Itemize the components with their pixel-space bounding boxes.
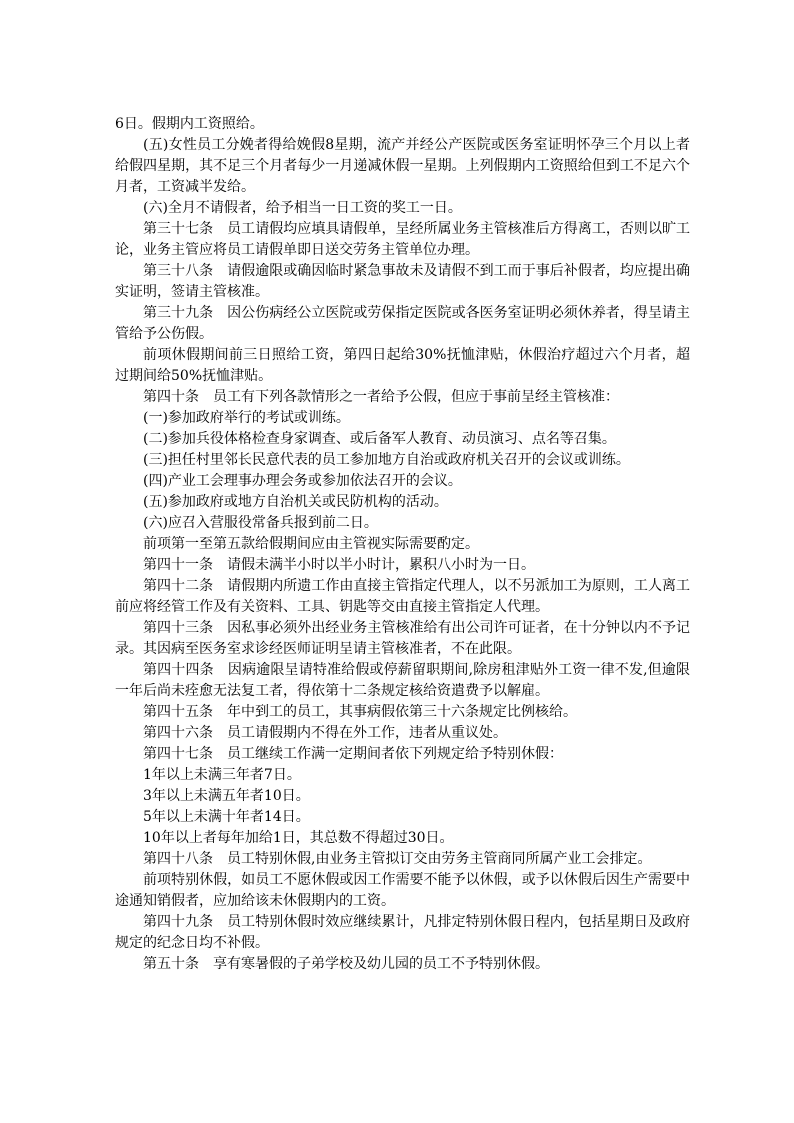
paragraph: (六)全月不请假者，给予相当一日工资的奖工一日。 — [143, 200, 462, 216]
list-item: 10年以上者每年加给1日，其总数不得超过30日。 — [143, 830, 454, 846]
article-38: 第三十八条 请假逾限或确因临时紧急事故未及请假不到工而于事后补假者，均应提出确实证明，签请主管核准。 — [115, 263, 690, 300]
article-49: 第四十九条 员工特别休假时效应继续累计，凡排定特别休假日程内，包括星期日及政府规定的纪念日均不补假。 — [115, 914, 690, 951]
paragraph: 前项休假期间前三日照给工资，第四日起给30%抚恤津贴，休假治疗超过六个月者，超过期间给50%抚恤津贴。 — [115, 347, 690, 384]
paragraph: 6日。假期内工资照给。 — [115, 116, 264, 132]
document-body — [115, 114, 690, 975]
article-43: 第四十三条 因私事必须外出经业务主管核准给有出公司许可证者，在十分钟以内不予记录。其因病至医务室求诊经医师证明呈请主管核准者，不在此限。 — [115, 620, 690, 657]
paragraph: 前项特别休假，如员工不愿休假或因工作需要不能予以休假，或予以休假后因生产需要中途通知销假者，应加给该未休假期内的工资。 — [115, 872, 690, 909]
article-46: 第四十六条 员工请假期内不得在外工作，违者从重议处。 — [143, 725, 507, 741]
article-37: 第三十七条 员工请假均应填具请假单，呈经所属业务主管核准后方得离工，否则以旷工论，业务主管应将员工请假单即日送交劳务主管单位办理。 — [115, 221, 690, 258]
article-39: 第三十九条 因公伤病经公立医院或劳保指定医院或各医务室证明必须休养者，得呈请主管给予公伤假。 — [115, 305, 690, 342]
article-41: 第四十一条 请假未满半小时以半小时计，累积八小时为一日。 — [143, 557, 535, 573]
list-item: (四)产业工会理事办理会务或参加依法召开的会议。 — [143, 473, 462, 489]
list-item: 3年以上未满五年者10日。 — [143, 788, 310, 804]
paragraph: (五)女性员工分娩者得给娩假8星期，流产并经公产医院或医务室证明怀孕三个月以上者给假四星期，其不足三个月者每少一月递减休假一星期。上列假期内工资照给但到工不足六个月者，工资减半发给。 — [115, 137, 690, 195]
article-48: 第四十八条 员工特别休假,由业务主管拟订交由劳务主管商同所属产业工会排定。 — [143, 851, 652, 867]
list-item: 1年以上未满三年者7日。 — [143, 767, 301, 783]
paragraph: 前项第一至第五款给假期间应由主管视实际需要酌定。 — [143, 536, 479, 552]
article-50: 第五十条 享有寒暑假的子弟学校及幼儿园的员工不予特别休假。 — [143, 956, 549, 972]
list-item: (二)参加兵役体格检查身家调查、或后备军人教育、动员演习、点名等召集。 — [143, 431, 616, 447]
list-item: 5年以上未满十年者14日。 — [143, 809, 310, 825]
list-item: (三)担任村里邻长民意代表的员工参加地方自治或政府机关召开的会议或训练。 — [143, 452, 630, 468]
article-40: 第四十条 员工有下列各款情形之一者给予公假，但应于事前呈经主管核准： — [143, 389, 619, 405]
article-44: 第四十四条 因病逾限呈请特准给假或停薪留职期间,除房租津贴外工资一律不发,但逾限一年后尚未痊愈无法复工者，得依第十二条规定核给资遣费予以解雇。 — [115, 662, 690, 699]
list-item: (一)参加政府举行的考试或训练。 — [143, 410, 350, 426]
article-42: 第四十二条 请假期内所遗工作由直接主管指定代理人，以不另派加工为原则，工人离工前应将经管工作及有关资料、工具、钥匙等交由直接主管指定人代理。 — [115, 578, 690, 615]
article-45: 第四十五条 年中到工的员工，其事病假依第三十六条规定比例核给。 — [143, 704, 577, 720]
list-item: (六)应召入营服役常备兵报到前二日。 — [143, 515, 378, 531]
list-item: (五)参加政府或地方自治机关或民防机构的活动。 — [143, 494, 448, 510]
article-47: 第四十七条 员工继续工作满一定期间者依下列规定给予特别休假： — [143, 746, 563, 762]
